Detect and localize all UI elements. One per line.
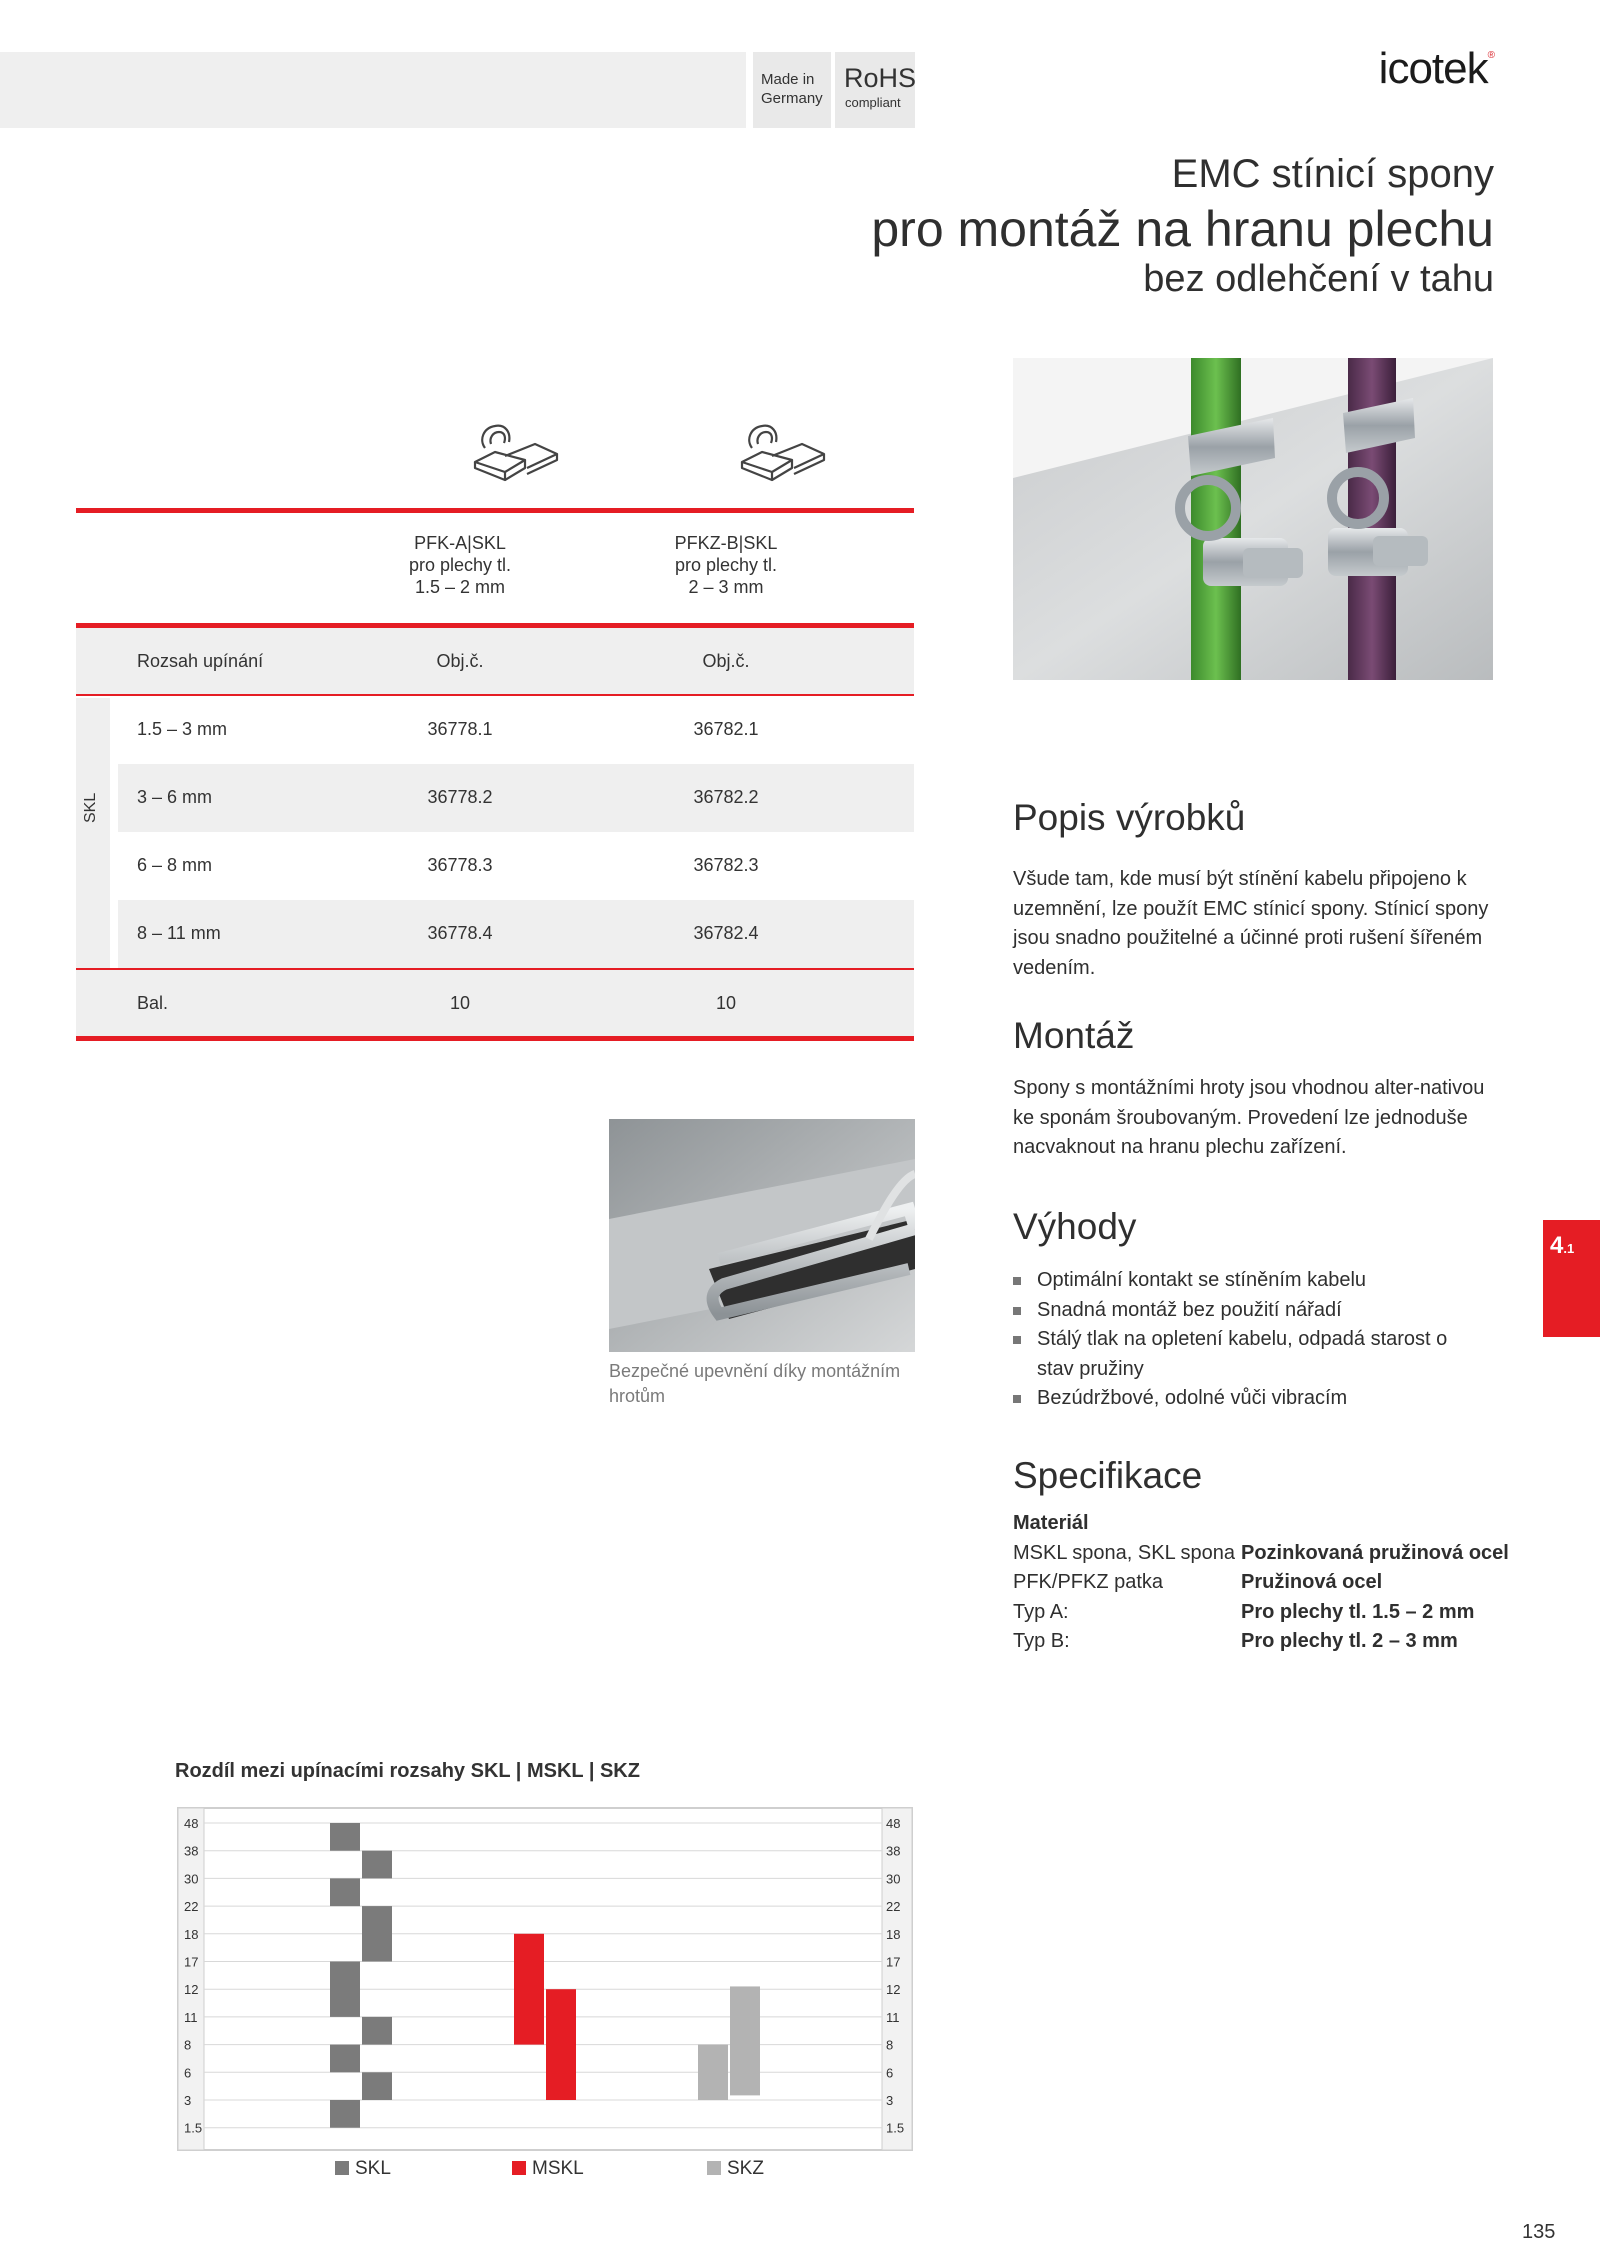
y-tick-label-right: 38 xyxy=(886,1843,901,1859)
bullet-square-icon xyxy=(1013,1307,1021,1315)
section-heading-montaz: Montáž xyxy=(1013,1015,1135,1056)
row-code-b: 36782.3 xyxy=(693,855,759,875)
section-text-montaz: Spony s montážními hroty jsou vhodnou alter-nativou ke sponám šroubovaným. Provedení lze jednoduše nacvaknout na hranu plechu zařízení. xyxy=(1013,1077,1485,1158)
y-tick-label-right: 8 xyxy=(886,2037,894,2053)
header-col-b: Obj.č. xyxy=(702,651,750,671)
bar-mskl xyxy=(514,1934,544,2045)
section-text-popis: Všude tam, kde musí být stínění kabelu připojeno k uzemnění, lze použít EMC stínicí spony. Stínicí spony jsou snadno použitelné a účinné proti rušení šířeném vedením. xyxy=(1013,868,1489,979)
product-a-range: 1.5 – 2 mm xyxy=(414,577,506,597)
bar-skz xyxy=(730,1986,760,2095)
chart-title: Rozdíl mezi upínacími rozsahy SKL | MSKL | SKZ xyxy=(175,1760,640,1782)
clip-icon xyxy=(732,410,832,490)
product-b-range: 2 – 3 mm xyxy=(688,577,764,597)
product-photo xyxy=(1013,358,1493,680)
legend-swatch-skz xyxy=(707,2161,721,2175)
y-tick-label-left: 38 xyxy=(184,1843,199,1859)
legend-label-mskl: MSKL xyxy=(532,2158,584,2179)
section-heading-popis: Popis výrobků xyxy=(1013,797,1246,838)
product-header-a xyxy=(330,532,590,598)
y-tick-label-left: 3 xyxy=(184,2093,192,2108)
icotek-logo xyxy=(1379,44,1494,94)
product-a-note: pro plechy tl. xyxy=(408,555,512,575)
product-b-note: pro plechy tl. xyxy=(674,555,778,575)
table-bottom-rule xyxy=(76,1036,914,1041)
section-heading-spec: Specifikace xyxy=(1013,1455,1203,1496)
y-tick-label-left: 30 xyxy=(184,1871,199,1887)
header-band xyxy=(0,52,746,128)
bar-skl xyxy=(330,2045,360,2073)
made-in-text: Made in Germany xyxy=(761,71,823,107)
spec-key: MSKL spona, SKL spona xyxy=(1013,1542,1235,1564)
bar-skl xyxy=(330,1878,360,1906)
table-row xyxy=(118,764,914,832)
header-range: Rozsah upínání xyxy=(137,651,264,671)
page-number: 135 xyxy=(1522,2221,1556,2243)
product-a-name: PFK-A|SKL xyxy=(414,533,506,553)
spec-value: Pro plechy tl. 1.5 – 2 mm xyxy=(1241,1601,1475,1623)
row-range: 8 – 11 mm xyxy=(137,923,221,943)
bar-skl xyxy=(362,2072,392,2100)
spec-row xyxy=(1013,1571,1573,1600)
row-code-b: 36782.2 xyxy=(693,787,759,807)
pack-qty-b: 10 xyxy=(715,993,737,1013)
rohs-subtext: compliant xyxy=(845,95,901,110)
list-item xyxy=(1013,1296,1513,1326)
y-tick-label-right: 30 xyxy=(886,1871,901,1887)
y-tick-label-left: 11 xyxy=(184,2009,198,2025)
spec-value: Pozinkovaná pružinová ocel xyxy=(1241,1542,1509,1564)
header-col-a: Obj.č. xyxy=(436,651,484,671)
bar-skl xyxy=(330,1823,360,1851)
detail-photo xyxy=(609,1119,915,1352)
row-code-a: 36778.1 xyxy=(427,719,493,739)
spec-key: PFK/PFKZ patka xyxy=(1013,1571,1164,1593)
legend-label-skl: SKL xyxy=(355,2158,391,2179)
y-tick-label-left: 17 xyxy=(184,1954,199,1970)
row-range: 6 – 8 mm xyxy=(137,855,213,875)
legend-swatch-mskl xyxy=(512,2161,526,2175)
logo-text: icotek xyxy=(1378,44,1488,93)
table-row xyxy=(118,832,914,900)
spec-value: Pružinová ocel xyxy=(1241,1571,1383,1593)
y-tick-label-right: 3 xyxy=(886,2093,894,2108)
row-code-a: 36778.4 xyxy=(427,923,493,943)
page-title-line3: bez odlehčení v tahu xyxy=(1143,258,1494,300)
row-range: 3 – 6 mm xyxy=(137,787,213,807)
list-item-text: Optimální kontakt se stíněním kabelu xyxy=(1037,1269,1367,1291)
spec-key: Typ B: xyxy=(1013,1630,1070,1652)
bar-skz xyxy=(698,2045,728,2100)
y-tick-label-right: 17 xyxy=(886,1954,901,1970)
clip-icon xyxy=(465,410,565,490)
made-in-germany-badge xyxy=(753,52,831,128)
bullet-square-icon xyxy=(1013,1336,1021,1344)
y-tick-label-left: 48 xyxy=(184,1816,199,1831)
spec-value: Pro plechy tl. 2 – 3 mm xyxy=(1241,1630,1458,1652)
bar-skl xyxy=(330,1962,360,2017)
y-tick-label-left: 22 xyxy=(184,1899,199,1915)
table-top-rule xyxy=(76,508,914,513)
y-tick-label-right: 18 xyxy=(886,1926,901,1942)
spec-key: Typ A: xyxy=(1013,1601,1069,1623)
list-item xyxy=(1013,1384,1513,1414)
y-tick-label-right: 6 xyxy=(886,2065,894,2081)
pack-label: Bal. xyxy=(137,993,169,1013)
chapter-tab xyxy=(1543,1220,1600,1337)
advantages-list xyxy=(1013,1266,1513,1414)
y-tick-label-right: 11 xyxy=(886,2009,900,2025)
table-row xyxy=(118,696,914,764)
legend-label-skz: SKZ xyxy=(727,2158,764,2179)
range-chart xyxy=(170,1800,920,2185)
logo-registered-mark: ® xyxy=(1487,50,1494,61)
y-tick-label-right: 12 xyxy=(886,1982,901,1998)
list-item xyxy=(1013,1266,1513,1296)
page-title-line1: EMC stínicí spony xyxy=(1171,152,1494,196)
pack-row xyxy=(76,970,914,1038)
bar-skl xyxy=(362,1906,392,1961)
list-item-text: Bezúdržbové, odolné vůči vibracím xyxy=(1037,1387,1348,1409)
list-item xyxy=(1013,1325,1477,1384)
y-tick-label-left: 1.5 xyxy=(184,2120,203,2136)
y-tick-label-left: 8 xyxy=(184,2037,192,2053)
row-code-a: 36778.3 xyxy=(427,855,493,875)
row-code-a: 36778.2 xyxy=(427,787,493,807)
y-tick-label-left: 12 xyxy=(184,1982,199,1998)
table-header-row xyxy=(76,628,914,696)
rohs-badge xyxy=(835,52,915,128)
bullet-square-icon xyxy=(1013,1395,1021,1403)
bar-skl xyxy=(330,2100,360,2128)
bar-skl xyxy=(362,1851,392,1879)
y-tick-label-right: 48 xyxy=(886,1816,901,1831)
group-label: SKL xyxy=(82,792,99,823)
y-tick-label-left: 6 xyxy=(184,2065,192,2081)
group-strip xyxy=(76,698,110,970)
table-row xyxy=(118,900,914,968)
y-tick-label-left: 18 xyxy=(184,1926,199,1942)
row-range: 1.5 – 3 mm xyxy=(137,719,228,739)
y-tick-label-right: 22 xyxy=(886,1899,901,1915)
spec-row xyxy=(1013,1630,1573,1659)
pack-qty-a: 10 xyxy=(449,993,471,1013)
bullet-square-icon xyxy=(1013,1277,1021,1285)
spec-row xyxy=(1013,1542,1573,1571)
photo-caption: Bezpečné upevnění díky montážním hrotům xyxy=(609,1361,901,1406)
product-header-b xyxy=(596,532,856,598)
spec-row xyxy=(1013,1601,1573,1630)
list-item-text: Stálý tlak na opletení kabelu, odpadá starost o stav pružiny xyxy=(1037,1328,1448,1380)
bar-skl xyxy=(362,2017,392,2045)
row-code-b: 36782.1 xyxy=(693,719,759,739)
page-title-line2: pro montáž na hranu plechu xyxy=(871,201,1494,257)
bar-mskl xyxy=(546,1989,576,2100)
spec-material-label: Materiál xyxy=(1013,1512,1089,1534)
rohs-text: RoHS xyxy=(844,63,917,93)
chapter-number: 4.1 xyxy=(1550,1232,1575,1259)
row-code-b: 36782.4 xyxy=(693,923,759,943)
legend-swatch-skl xyxy=(335,2161,349,2175)
chart-frame xyxy=(178,1808,912,2150)
list-item-text: Snadná montáž bez použití nářadí xyxy=(1037,1298,1342,1321)
y-tick-label-right: 1.5 xyxy=(886,2120,905,2136)
product-b-name: PFKZ-B|SKL xyxy=(674,533,778,553)
section-heading-vyhody: Výhody xyxy=(1013,1206,1137,1247)
